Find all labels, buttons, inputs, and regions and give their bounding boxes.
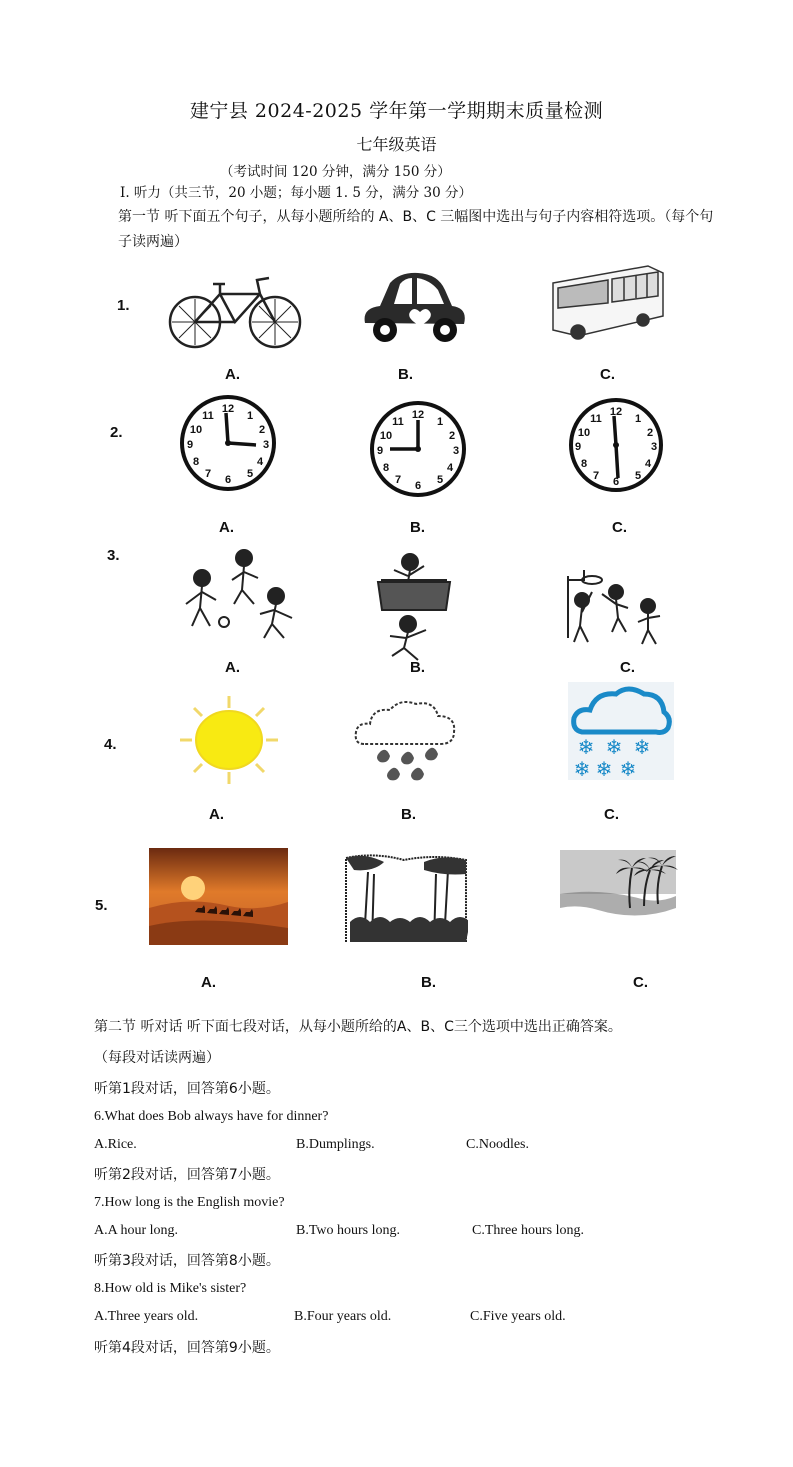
page-title: 建宁县 2024-2025 学年第一学期期末质量检测 [189,100,604,122]
svg-text:7: 7 [592,470,600,482]
svg-text:1: 1 [246,410,254,422]
svg-text:3: 3 [452,445,460,457]
option-label: B. [410,519,425,536]
svg-text:11: 11 [202,410,214,422]
svg-text:6: 6 [612,476,620,488]
question-text: 7.How long is the English movie? [94,1195,285,1210]
answer-option-c: C.Five years old. [470,1309,566,1324]
svg-text:6: 6 [414,480,422,492]
svg-text:1: 1 [436,416,444,428]
exam-info: （考试时间 120 分钟，满分 150 分） [220,164,451,180]
answer-option-c: C.Three hours long. [472,1223,584,1238]
answer-option-a: A.A hour long. [94,1223,178,1238]
svg-text:12: 12 [221,403,235,415]
option-label: B. [421,974,436,991]
svg-text:3: 3 [650,441,658,453]
svg-text:❄: ❄ [573,757,591,780]
option-label: C. [612,519,627,536]
dialogue-intro: 听第2段对话，回答第7小题。 [94,1167,280,1183]
svg-text:❄: ❄ [595,757,613,780]
rain-cloud-picture [350,694,462,788]
answer-option-b: B.Dumplings. [296,1137,375,1152]
svg-text:2: 2 [448,430,456,442]
part-title: I. 听力（共三节，20 小题；每小题 1. 5 分，满分 30 分） [120,185,472,201]
svg-text:9: 9 [574,441,582,453]
dialogue-intro: 听第3段对话，回答第8小题。 [94,1253,280,1269]
answer-option-b: B.Four years old. [294,1309,392,1324]
svg-text:11: 11 [392,416,404,428]
svg-text:8: 8 [580,458,588,470]
option-label: A. [201,974,216,991]
svg-text:5: 5 [634,470,642,482]
answer-option-c: C.Noodles. [466,1137,529,1152]
question-number: 2. [110,424,123,441]
beach-picture [558,848,678,932]
clock-picture-b [368,400,468,498]
option-label: C. [620,659,635,676]
svg-text:7: 7 [394,474,402,486]
car-picture [360,268,470,350]
question-number: 4. [104,736,117,753]
svg-text:6: 6 [224,474,232,486]
svg-text:11: 11 [590,413,602,425]
svg-text:10: 10 [577,427,591,439]
svg-text:2: 2 [258,424,266,436]
question-number: 3. [107,547,120,564]
svg-text:4: 4 [644,458,652,470]
svg-text:❄: ❄ [633,735,651,759]
desert-picture [149,848,288,945]
section2-instructions-line1: 第二节 听对话 听下面七段对话，从每小题所给的A、B、C三个选项中选出正确答案。 [94,1019,622,1035]
answer-option-a: A.Rice. [94,1137,137,1152]
svg-text:9: 9 [186,439,194,451]
option-label: A. [225,659,240,676]
svg-text:5: 5 [246,468,254,480]
clock-picture-c [568,398,668,494]
answer-option-b: B.Two hours long. [296,1223,401,1238]
soccer-picture [172,548,302,644]
option-label: C. [604,806,619,823]
basketball-picture [562,566,672,648]
option-label: A. [225,366,240,383]
section2-instructions-line2: （每段对话读两遍） [94,1050,220,1066]
table-tennis-picture [374,552,454,664]
svg-text:8: 8 [192,456,200,468]
svg-text:4: 4 [446,462,454,474]
svg-text:❄: ❄ [577,735,595,759]
option-label: B. [398,366,413,383]
option-label: A. [209,806,224,823]
clock-picture-a [178,395,278,491]
svg-text:4: 4 [256,456,264,468]
page-subtitle: 七年级英语 [356,135,437,154]
svg-text:5: 5 [436,474,444,486]
sun-picture [170,694,288,786]
svg-text:10: 10 [379,430,393,442]
option-label: A. [219,519,234,536]
svg-text:1: 1 [634,413,642,425]
question-text: 8.How old is Mike's sister? [94,1281,247,1296]
svg-text:9: 9 [376,445,384,457]
dialogue-intro: 听第4段对话，回答第9小题。 [94,1340,280,1356]
question-text: 6.What does Bob always have for dinner? [94,1109,329,1124]
svg-text:❄: ❄ [605,735,623,759]
bicycle-picture [165,272,307,352]
svg-text:3: 3 [262,439,270,451]
svg-text:12: 12 [411,409,425,421]
snow-cloud-picture [568,682,674,780]
svg-text:10: 10 [189,424,203,436]
answer-option-a: A.Three years old. [94,1309,199,1324]
option-label: B. [410,659,425,676]
bus-picture [548,258,668,340]
option-label: C. [600,366,615,383]
forest-picture [344,852,468,944]
svg-text:12: 12 [609,406,623,418]
option-label: C. [633,974,648,991]
svg-text:❄: ❄ [619,757,637,780]
svg-text:7: 7 [204,468,212,480]
question-number: 1. [117,297,130,314]
option-label: B. [401,806,416,823]
question-number: 5. [95,897,108,914]
section1-instructions: 第一节 听下面五个句子，从每小题所给的 A、B、C 三幅图中选出与句子内容相符选项。（每个句子读两遍） [118,209,714,250]
svg-text:2: 2 [646,427,654,439]
svg-text:8: 8 [382,462,390,474]
dialogue-intro: 听第1段对话，回答第6小题。 [94,1081,280,1097]
